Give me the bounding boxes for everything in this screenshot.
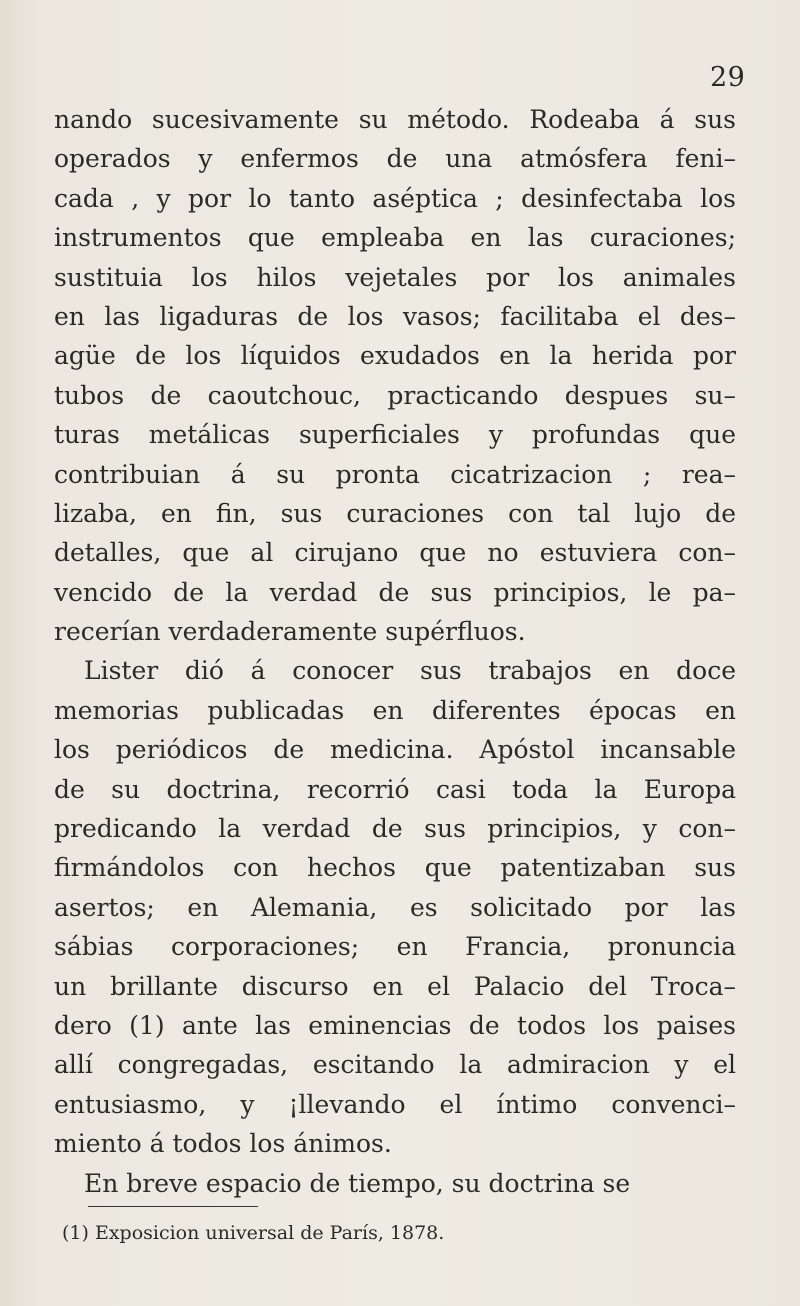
text-line: memorias publicadas en diferentes épocas en	[54, 695, 736, 725]
text-line: allí congregadas, escitando la admiracion y el	[54, 1050, 736, 1080]
text-line: agüe de los líquidos exudados en la herida por	[54, 341, 736, 371]
text-line: sábias corporaciones; en Francia, pronuncia	[54, 932, 736, 962]
text-line: contribuian á su pronta cicatrizacion ; rea–	[54, 459, 736, 489]
text-line: en las ligaduras de los vasos; facilitaba el des–	[54, 301, 736, 331]
page-number: 29	[710, 62, 746, 93]
text-line: sustituia los hilos vejetales por los animales	[54, 262, 736, 292]
text-line: turas metálicas superficiales y profundas que	[54, 420, 736, 450]
text-line: detalles, que al cirujano que no estuviera con–	[54, 538, 736, 568]
paragraph-end-line: recerían verdaderamente supérfluos.	[54, 617, 526, 647]
text-line: tubos de caoutchouc, practicando despues su–	[54, 380, 736, 410]
paragraph-start-line: En breve espacio de tiempo, su doctrina se	[84, 1168, 631, 1198]
text-line: cada , y por lo tanto aséptica ; desinfectaba los	[54, 183, 736, 213]
text-line: firmándolos con hechos que patentizaban sus	[54, 853, 736, 883]
paragraph-start-line: Lister dió á conocer sus trabajos en doce	[84, 656, 736, 686]
text-line: un brillante discurso en el Palacio del Troca–	[54, 971, 736, 1001]
text-line: operados y enfermos de una atmósfera feni–	[54, 144, 736, 174]
text-line: dero (1) ante las eminencias de todos los paises	[54, 1010, 736, 1040]
text-line: instrumentos que empleaba en las curaciones;	[54, 223, 736, 253]
text-line: predicando la verdad de sus principios, y con–	[54, 814, 736, 844]
footnote-divider	[88, 1206, 258, 1207]
text-line: vencido de la verdad de sus principios, le pa–	[54, 577, 736, 607]
text-line: de su doctrina, recorrió casi toda la Europa	[54, 774, 736, 804]
text-line: los periódicos de medicina. Apóstol incansable	[54, 735, 736, 765]
text-line: lizaba, en fin, sus curaciones con tal lujo de	[54, 498, 736, 528]
paragraph-end-line: miento á todos los ánimos.	[54, 1129, 392, 1159]
footnote: (1) Exposicion universal de París, 1878.	[62, 1222, 445, 1244]
body-text	[54, 100, 736, 1203]
text-line: asertos; en Alemania, es solicitado por las	[54, 892, 736, 922]
text-line: nando sucesivamente su método. Rodeaba á sus	[54, 105, 736, 134]
text-line: entusiasmo, y ¡llevando el íntimo convenci–	[54, 1089, 736, 1119]
